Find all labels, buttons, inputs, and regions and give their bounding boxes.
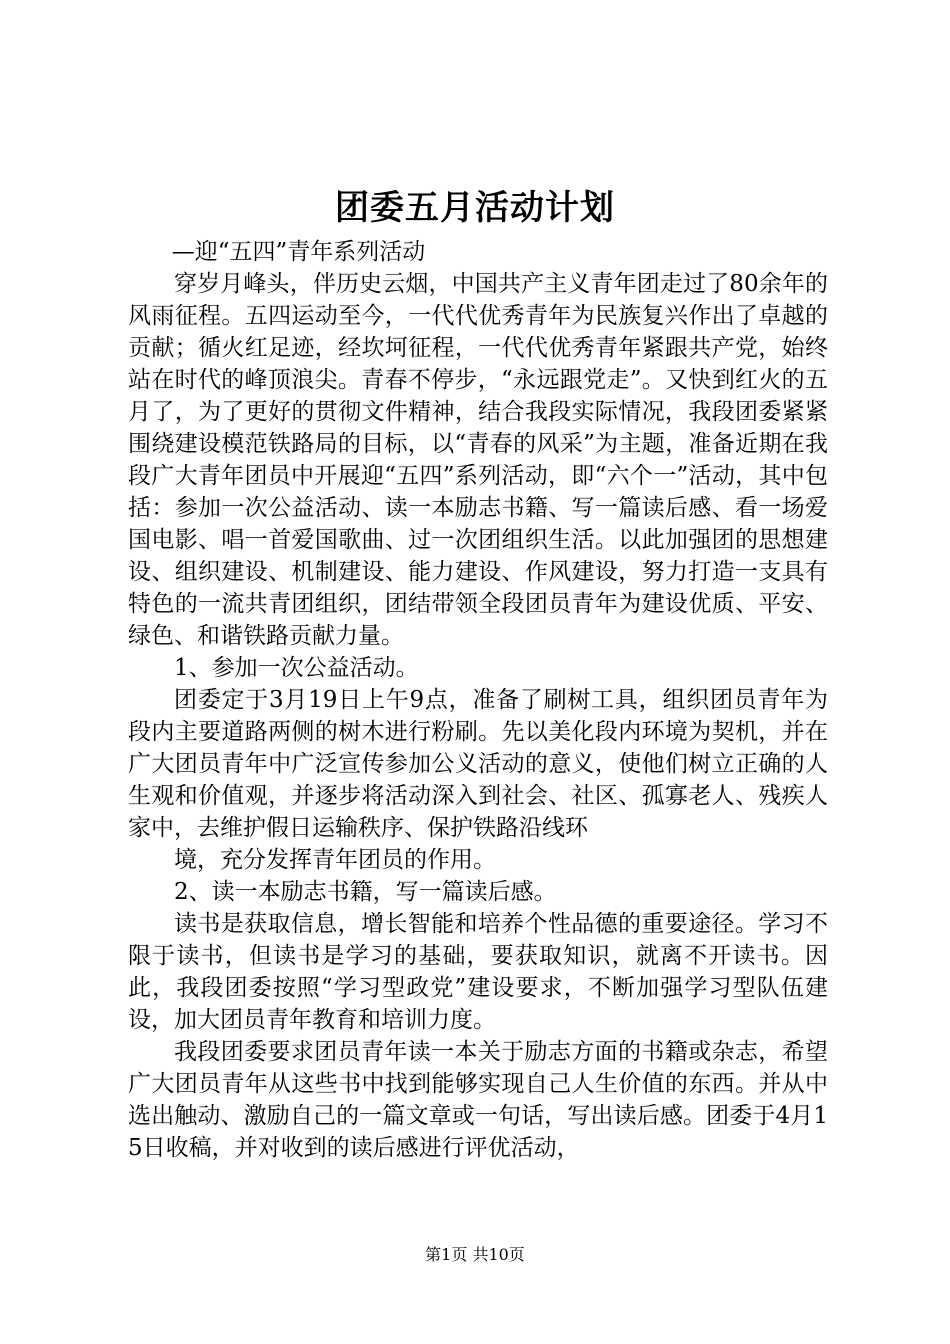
- paragraph-section-1: 团委定于3月19日上午9点，准备了刷树工具，组织团员青年为段内主要道路两侧的树木进行粉刷。先以美化段内环境为契机，并在广大团员青年中广泛宣传参加公义活动的意义，使他们树立正确的人生观和价值观，并逐步将活动深入到社会、社区、孤寡老人、残疾人家中，去维护假日运输秩序、保护铁路沿线环: [128, 687, 828, 841]
- paragraph-section-1-continued: 境，充分发挥青年团员的作用。: [174, 847, 496, 873]
- section-heading-2: 2、读一本励志书籍，写一篇读后感。: [174, 879, 557, 905]
- document-subtitle: —迎“五四”青年系列活动: [171, 239, 426, 265]
- section-heading-1: 1、参加一次公益活动。: [174, 655, 419, 681]
- paragraph-section-2-a: 读书是获取信息，增长智能和培养个性品德的重要途径。学习不限于读书，但读书是学习的基础，要获取知识，就离不开读书。因此，我段团委按照“学习型政党”建设要求，不断加强学习型队伍建设，加大团员青年教育和培训力度。: [128, 911, 828, 1033]
- document-body: [128, 236, 828, 1164]
- paragraph-section-2-b: 我段团委要求团员青年读一本关于励志方面的书籍或杂志，希望广大团员青年从这些书中找到能够实现自己人生价值的东西。并从中选出触动、激励自己的一篇文章或一句话，写出读后感。团委于4月15日收稿，并对收到的读后感进行评优活动，: [128, 1039, 828, 1161]
- page-footer: 第1页 共10页: [425, 1245, 525, 1264]
- paragraph-intro: 穿岁月峰头，伴历史云烟，中国共产主义青年团走过了80余年的风雨征程。五四运动至今，一代代优秀青年为民族复兴作出了卓越的贡献；循火红足迹，经坎坷征程，一代代优秀青年紧跟共产党，始终站在时代的峰顶浪尖。青春不停步，“永远跟党走”。又快到红火的五月了，为了更好的贯彻文件精神，结合我段实际情况，我段团委紧紧围绕建设模范铁路局的目标，以“青春的风采”为主题，准备近期在我段广大青年团员中开展迎“五四”系列活动，即“六个一”活动，其中包括：参加一次公益活动、读一本励志书籍、写一篇读后感、看一场爱国电影、唱一首爱国歌曲、过一次团组织生活。以此加强团的思想建设、组织建设、机制建设、能力建设、作风建设，努力打造一支具有特色的一流共青团组织，团结带领全段团员青年为建设优质、平安、绿色、和谐铁路贡献力量。: [128, 271, 828, 649]
- document-title: 团委五月活动计划: [335, 188, 615, 228]
